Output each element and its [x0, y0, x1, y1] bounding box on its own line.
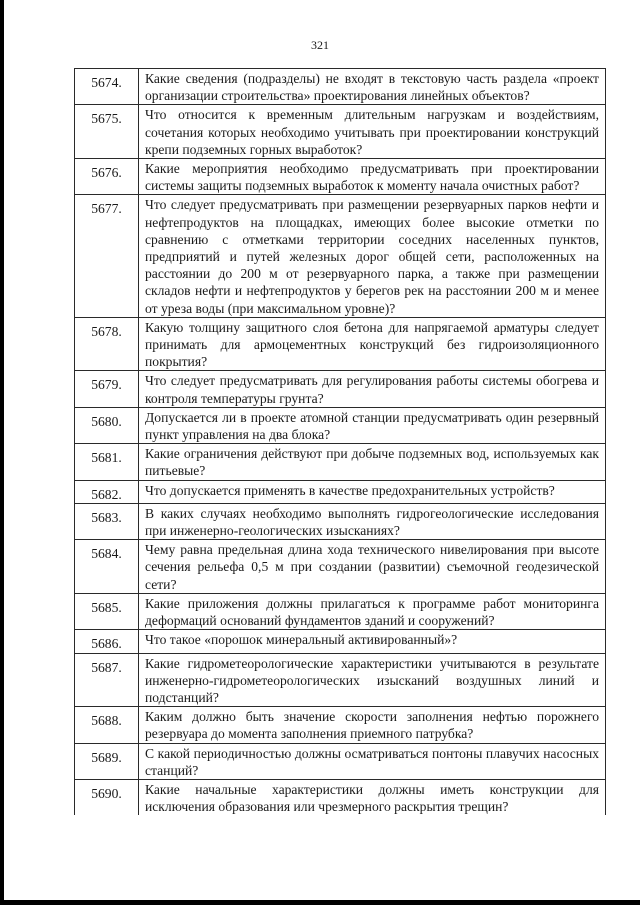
page-number: 321	[311, 38, 329, 52]
table-row	[75, 407, 606, 443]
question-number: 5686.	[75, 630, 139, 653]
table-row	[75, 630, 606, 653]
question-text: С какой периодичностью должны осматриваться понтоны плавучих насосных станций?	[139, 743, 606, 779]
question-text: Каким должно быть значение скорости заполнения нефтью порожнего резервуара до момента заполнения приемного патрубка?	[139, 707, 606, 743]
questions-table	[74, 68, 606, 815]
question-number: 5676.	[75, 159, 139, 195]
table-row	[75, 707, 606, 743]
question-text: Что следует предусматривать при размещении резервуарных парков нефти и нефтепродуктов на площадках, имеющих более высокие отметки по сравнению с отметками территории соседних населенных пунктов, предприятий и путей железных дорог общей сети, расположенных на расстоянии до 200 м от резервуарного парка, а также при размещении складов нефти и нефтепродуктов у берегов рек на расстоянии 200 м и менее от уреза воды (при максимальном уровне)?	[139, 195, 606, 317]
question-text: В каких случаях необходимо выполнять гидрогеологические исследования при инженерно-геологических изысканиях?	[139, 503, 606, 539]
question-text: Что относится к временным длительным нагрузкам и воздействиям, сочетания которых необходимо учитывать при проектировании конструкций крепи подземных горных выработок?	[139, 105, 606, 159]
question-number: 5685.	[75, 593, 139, 629]
question-text: Какие приложения должны прилагаться к программе работ мониторинга деформаций оснований фундаментов зданий и сооружений?	[139, 593, 606, 629]
question-text: Допускается ли в проекте атомной станции предусматривать один резервный пункт управления на два блока?	[139, 407, 606, 443]
question-number: 5684.	[75, 540, 139, 594]
question-number: 5677.	[75, 195, 139, 317]
table-row	[75, 779, 606, 815]
question-text: Какие гидрометеорологические характеристики учитываются в результате инженерно-гидрометеорологических изысканий воздушных линий и подстанций?	[139, 653, 606, 707]
question-text: Что следует предусматривать для регулирования работы системы обогрева и контроля температуры грунта?	[139, 371, 606, 407]
question-number: 5678.	[75, 317, 139, 371]
table-row	[75, 159, 606, 195]
question-number: 5689.	[75, 743, 139, 779]
table-row	[75, 503, 606, 539]
question-number: 5674.	[75, 69, 139, 105]
table-row	[75, 480, 606, 503]
question-text: Что допускается применять в качестве предохранительных устройств?	[139, 480, 606, 503]
table-row	[75, 743, 606, 779]
scan-left-edge	[0, 0, 4, 905]
table-row	[75, 540, 606, 594]
question-text: Какие начальные характеристики должны иметь конструкции для исключения образования или чрезмерного раскрытия трещин?	[139, 779, 606, 815]
table-row	[75, 317, 606, 371]
question-number: 5690.	[75, 779, 139, 815]
question-text: Чему равна предельная длина хода технического нивелирования при высоте сечения рельефа 0,5 м при создании (развитии) съемочной геодезической сети?	[139, 540, 606, 594]
question-text: Какие ограничения действуют при добыче подземных вод, используемых как питьевые?	[139, 444, 606, 480]
question-number: 5675.	[75, 105, 139, 159]
question-text: Какие мероприятия необходимо предусматривать при проектировании системы защиты подземных выработок к моменту начала очистных работ?	[139, 159, 606, 195]
scan-bottom-edge	[0, 900, 640, 905]
question-number: 5680.	[75, 407, 139, 443]
table-row	[75, 195, 606, 317]
question-text: Что такое «порошок минеральный активированный»?	[139, 630, 606, 653]
question-number: 5688.	[75, 707, 139, 743]
table-row	[75, 105, 606, 159]
table-row	[75, 69, 606, 105]
question-text: Какую толщину защитного слоя бетона для напрягаемой арматуры следует принимать для армоцементных конструкций без гидроизоляционного покрытия?	[139, 317, 606, 371]
table-row	[75, 653, 606, 707]
question-number: 5682.	[75, 480, 139, 503]
question-number: 5681.	[75, 444, 139, 480]
table-row	[75, 444, 606, 480]
question-number: 5679.	[75, 371, 139, 407]
table-row	[75, 593, 606, 629]
question-number: 5687.	[75, 653, 139, 707]
question-number: 5683.	[75, 503, 139, 539]
table-row	[75, 371, 606, 407]
question-text: Какие сведения (подразделы) не входят в текстовую часть раздела «проект организации строительства» проектирования линейных объектов?	[139, 69, 606, 105]
